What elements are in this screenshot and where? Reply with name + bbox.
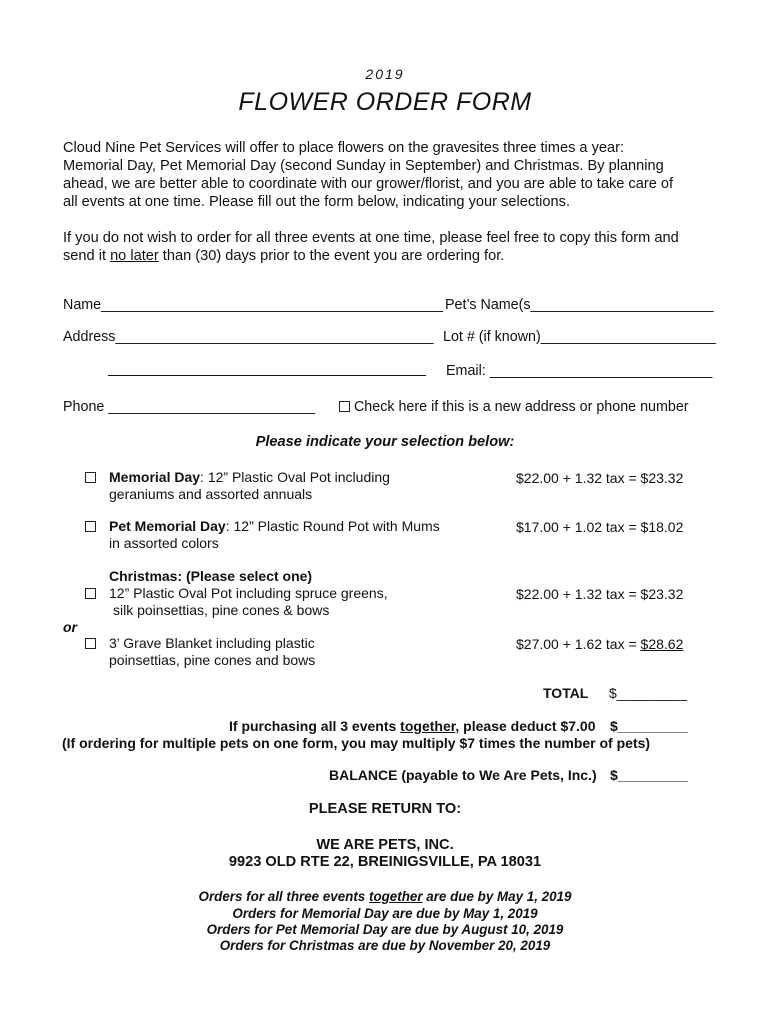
- pet-memorial-day-desc: [109, 518, 440, 552]
- deadline-all-post: are due by May 1, 2019: [422, 889, 572, 904]
- total-label: TOTAL: [543, 685, 589, 701]
- christmas-option-1-line-2: silk poinsettias, pine cones & bows: [113, 602, 330, 618]
- intro-line-5: If you do not wish to order for all three events at one time, please feel free to copy this form and: [63, 230, 679, 246]
- intro-line-2: Memorial Day, Pet Memorial Day (second Sunday in September) and Christmas. By planning: [63, 158, 664, 174]
- balance-blank[interactable]: $_________: [610, 767, 688, 783]
- deadline-all-pre: Orders for all three events: [198, 889, 369, 904]
- deduct-note: [229, 718, 595, 734]
- memorial-day-checkbox[interactable]: [85, 472, 96, 483]
- christmas-option-1-desc: [109, 585, 388, 619]
- deadline-all-events: [0, 889, 770, 904]
- memorial-day-label: Memorial Day: [109, 469, 201, 485]
- christmas-option-1-line-1: 12” Plastic Oval Pot including spruce greens,: [109, 585, 388, 601]
- christmas-option-2-desc: [109, 635, 315, 669]
- deduct-note-underlined: together: [400, 718, 456, 734]
- memorial-day-line-2: geraniums and assorted annuals: [109, 486, 313, 502]
- address-second-line[interactable]: [108, 375, 426, 376]
- intro-line-6: [63, 247, 504, 265]
- memorial-day-line-1: : 12” Plastic Oval Pot including: [200, 469, 390, 485]
- total-blank[interactable]: $_________: [609, 685, 687, 701]
- deduct-note-post: , please deduct $7.00: [455, 718, 596, 734]
- phone-field[interactable]: Phone __________________________: [63, 399, 316, 415]
- christmas-option-1-checkbox[interactable]: [85, 588, 96, 599]
- intro-line-4: all events at one time. Please fill out the form below, indicating your selections.: [63, 194, 570, 210]
- return-company: WE ARE PETS, INC.: [316, 837, 454, 853]
- address-field[interactable]: Address________________________________________: [63, 329, 434, 345]
- deduct-blank[interactable]: $_________: [610, 718, 688, 734]
- multi-pets-note: (If ordering for multiple pets on one form, you may multiply $7 times the number of pets): [62, 735, 651, 751]
- christmas-option-2-checkbox[interactable]: [85, 638, 96, 649]
- or-label: or: [63, 619, 77, 635]
- deadline-christmas: Orders for Christmas are due by November 20, 2019: [219, 938, 551, 953]
- intro-line-3: ahead, we are better able to coordinate with our grower/florist, and you are able to take care of: [63, 176, 674, 192]
- lot-field[interactable]: Lot # (if known)______________________: [443, 329, 716, 345]
- deduct-note-pre: If purchasing all 3 events: [229, 718, 401, 734]
- form-title: FLOWER ORDER FORM: [238, 88, 532, 116]
- memorial-day-price: $22.00 + 1.32 tax = $23.32: [516, 470, 684, 486]
- pet-name-field[interactable]: Pet’s Name(s_______________________: [445, 297, 714, 313]
- pet-memorial-day-checkbox[interactable]: [85, 521, 96, 532]
- christmas-option-2-line-2: poinsettias, pine cones and bows: [109, 652, 316, 668]
- pet-memorial-day-label: Pet Memorial Day: [109, 518, 226, 534]
- intro-line-6-underlined: no later: [110, 248, 159, 264]
- christmas-option-2-price-total: $28.62: [640, 636, 684, 652]
- email-field[interactable]: Email: ____________________________: [446, 363, 713, 379]
- intro-line-6-post: than (30) days prior to the event you are ordering for.: [158, 248, 505, 264]
- balance-label: BALANCE (payable to We Are Pets, Inc.): [329, 767, 597, 783]
- deadline-memorial-day: Orders for Memorial Day are due by May 1, 2019: [232, 906, 538, 921]
- pet-memorial-day-price: $17.00 + 1.02 tax = $18.02: [516, 519, 684, 535]
- christmas-option-2-price: [516, 636, 683, 652]
- selection-heading: Please indicate your selection below:: [255, 434, 515, 450]
- form-year: 2019: [365, 66, 405, 82]
- christmas-option-2-price-pre: $27.00 + 1.62 tax =: [516, 636, 641, 652]
- return-address: 9923 OLD RTE 22, BREINIGSVILLE, PA 18031: [228, 854, 542, 870]
- christmas-option-1-price: $22.00 + 1.32 tax = $23.32: [516, 586, 684, 602]
- return-heading: PLEASE RETURN TO:: [308, 801, 462, 817]
- new-address-check-label: Check here if this is a new address or phone number: [353, 399, 689, 415]
- memorial-day-desc: [109, 469, 390, 503]
- deadline-all-underlined: together: [368, 889, 423, 904]
- intro-line-6-pre: send it: [63, 248, 111, 264]
- checkbox-icon[interactable]: [339, 401, 350, 412]
- new-address-check[interactable]: [339, 399, 689, 415]
- christmas-option-2-line-1: 3’ Grave Blanket including plastic: [109, 635, 315, 651]
- name-field[interactable]: Name___________________________________________: [63, 297, 444, 313]
- pet-memorial-day-line-2: in assorted colors: [109, 535, 219, 551]
- christmas-heading: Christmas: (Please select one): [109, 568, 313, 584]
- deadline-pet-memorial-day: Orders for Pet Memorial Day are due by August 10, 2019: [206, 922, 564, 937]
- pet-memorial-day-line-1: : 12” Plastic Round Pot with Mums: [225, 518, 440, 534]
- intro-line-1: Cloud Nine Pet Services will offer to place flowers on the gravesites three times a year:: [63, 140, 625, 156]
